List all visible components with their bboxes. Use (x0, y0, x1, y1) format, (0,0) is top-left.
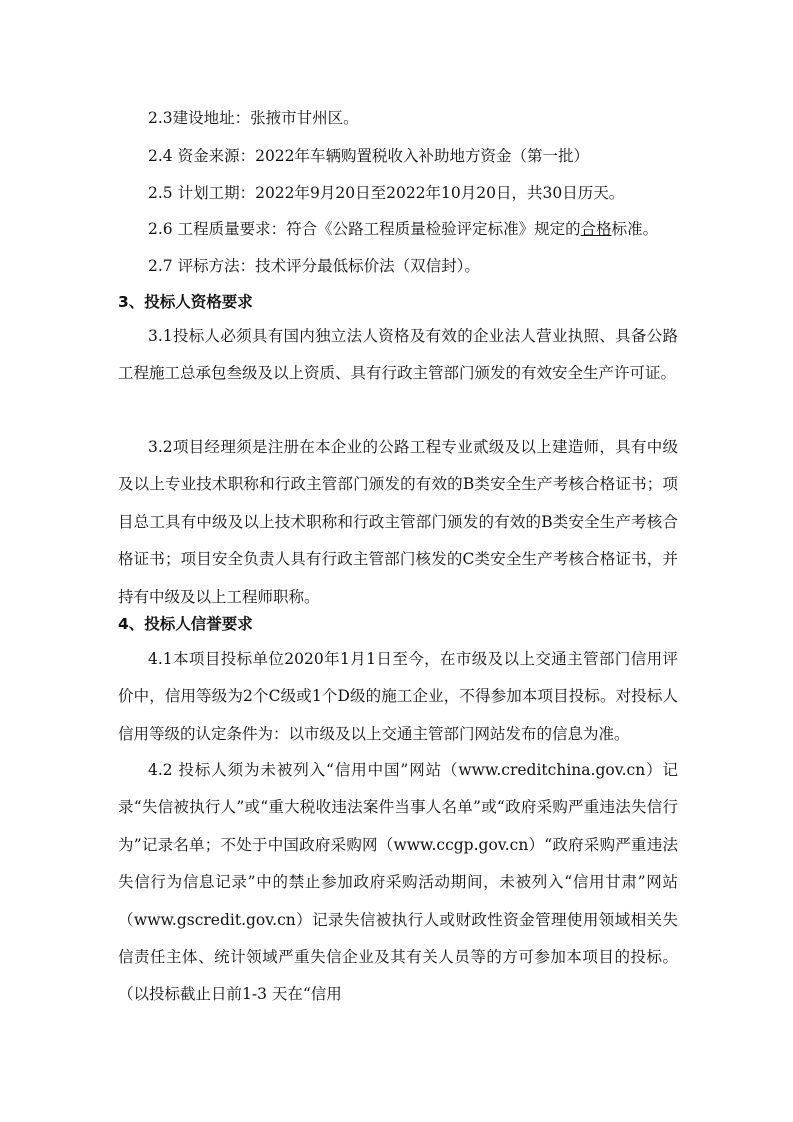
item-2-4: 2.4 资金来源：2022年车辆购置税收入补助地方资金（第一批） (148, 147, 590, 165)
item-2-6-underlined: 合格 (580, 220, 612, 238)
paragraph-4-2: 4.2 投标人须为未被列入“信用中国”网站（www.creditchina.gov.cn）记录“失信被执行人”或“重大税收违法案件当事人名单”或“政府采购严重违法失信行为”记录名单；不处于中国政府采购网（www.ccgp.gov.cn）“政府采购严重违法失信行为信息记录”中的禁止参加政府采购活动期间，未被列入“信用甘肃”网站（www.gscredit.gov.cn）记录失信被执行人或财政性资金管理使用领域相关失信责任主体、统计领域严重失信企业及其有关人员等的方可参加本项目的投标。（以投标截止日前1-3 天在“信用 (118, 761, 678, 1004)
section-3-heading: 3、投标人资格要求 (118, 293, 253, 311)
item-2-6-prefix: 2.6 工程质量要求：符合《公路工程质量检验评定标准》规定的 (148, 220, 581, 238)
item-2-7: 2.7 评标方法：技术评分最低标价法（双信封）。 (148, 257, 480, 275)
paragraph-4-1: 4.1本项目投标单位2020年1月1日至今，在市级及以上交通主管部门信用评价中，信用等级为2个C级或1个D级的施工企业，不得参加本项目投标。对投标人信用等级的认定条件为：以市级及以上交通主管部门网站发布的信息为准。 (118, 650, 678, 743)
item-2-5: 2.5 计划工期：2022年9月20日至2022年10月20日，共30日历天。 (148, 184, 625, 202)
item-2-6 (148, 219, 658, 239)
paragraph-3-1: 3.1投标人必须具有国内独立法人资格及有效的企业法人营业执照、具备公路工程施工总承包叁级及以上资质、具有行政主管部门颁发的有效安全生产许可证。 (118, 327, 678, 383)
section-4-heading: 4、投标人信誉要求 (118, 615, 253, 633)
paragraph-3-2: 3.2项目经理须是注册在本企业的公路工程专业贰级及以上建造师，具有中级及以上专业技术职称和行政主管部门颁发的有效的B类安全生产考核合格证书；项目总工具有中级及以上技术职称和行政主管部门颁发的有效的B类安全生产考核合格证书；项目安全负责人具有行政主管部门核发的C类安全生产考核合格证书，并持有中级及以上工程师职称。 (118, 438, 678, 606)
item-2-6-suffix: 标准。 (611, 220, 659, 238)
item-2-3: 2.3建设地址：张掖市甘州区。 (148, 109, 359, 127)
